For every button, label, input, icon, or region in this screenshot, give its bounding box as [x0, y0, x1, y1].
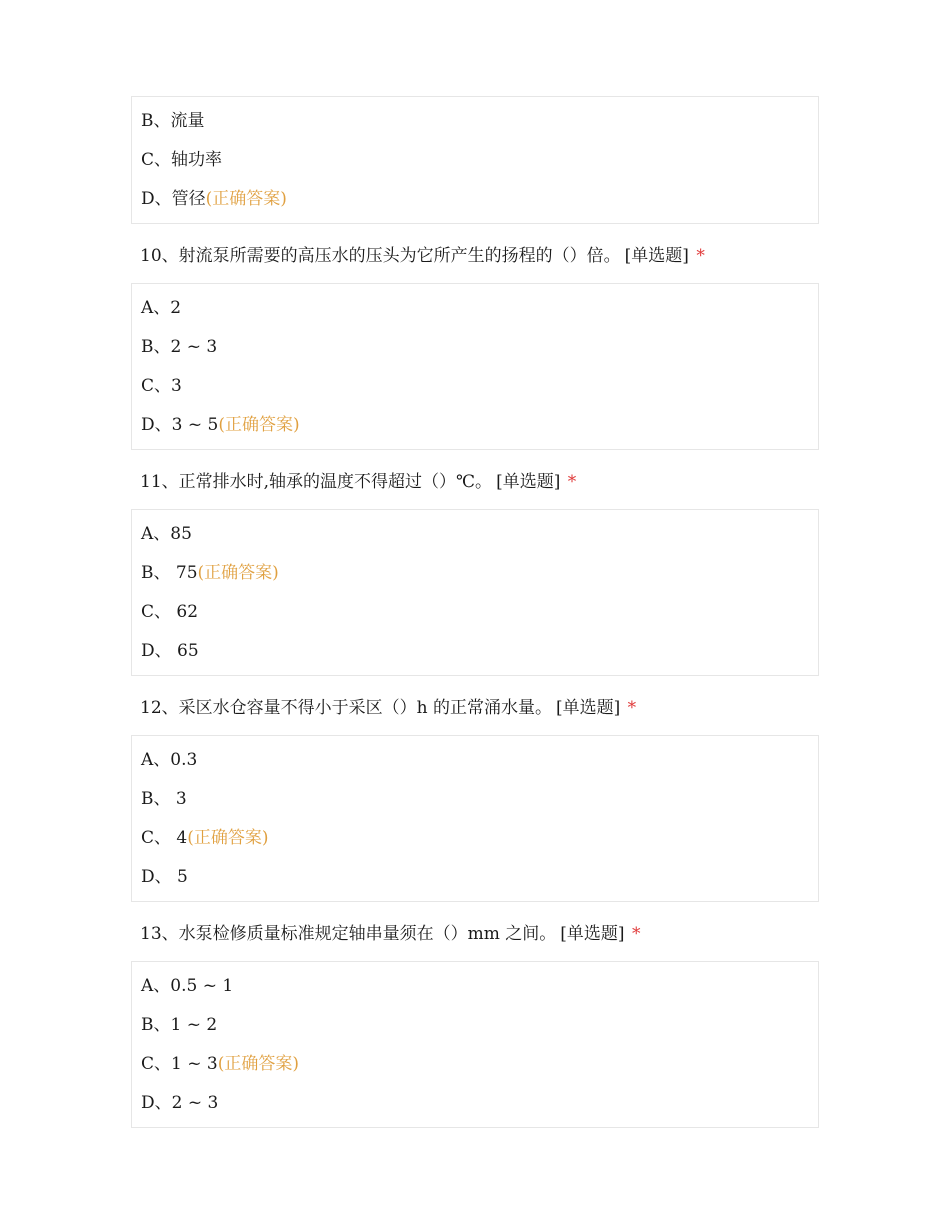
- question-type: [单选题]: [555, 698, 621, 718]
- option-group: [131, 509, 819, 676]
- option-b: [141, 102, 818, 141]
- option-c: [141, 367, 818, 406]
- option-b: [141, 554, 818, 593]
- question-text: 11、正常排水时,轴承的温度不得超过（）℃。: [140, 472, 493, 492]
- option-b: [141, 328, 818, 367]
- required-marker: *: [696, 246, 705, 266]
- option-a: [141, 741, 818, 780]
- question-type: [单选题]: [624, 246, 689, 266]
- correct-answer-marker: (正确答案): [187, 828, 269, 848]
- option-text: D、管径: [141, 189, 206, 209]
- option-text: C、 62: [141, 602, 199, 622]
- option-text: B、 75: [141, 563, 198, 583]
- question-type: [单选题]: [560, 924, 625, 944]
- option-text: C、1 ~ 3: [141, 1054, 218, 1074]
- required-marker: *: [631, 924, 641, 944]
- option-group: [131, 961, 819, 1128]
- option-text: C、 4: [141, 828, 188, 848]
- option-text: B、2 ~ 3: [141, 337, 218, 357]
- option-text: B、1 ~ 2: [141, 1015, 218, 1035]
- question-title: [131, 450, 819, 509]
- question-list: [131, 96, 819, 1128]
- option-text: A、85: [141, 524, 192, 544]
- option-text: D、 65: [141, 641, 199, 661]
- question-text: 12、采区水仓容量不得小于采区（）h 的正常涌水量。: [140, 698, 552, 718]
- option-c: [141, 593, 818, 632]
- question-title: [131, 676, 819, 735]
- option-d: [141, 1084, 818, 1123]
- question-text: 13、水泵检修质量标准规定轴串量须在（）mm 之间。: [140, 924, 557, 944]
- option-text: D、3 ~ 5: [141, 415, 219, 435]
- option-d: [141, 406, 818, 445]
- option-c: [141, 819, 818, 858]
- option-text: B、流量: [141, 111, 205, 131]
- option-group: [131, 735, 819, 902]
- question-type: [单选题]: [496, 472, 561, 492]
- option-b: [141, 1006, 818, 1045]
- option-text: A、0.5 ~ 1: [141, 976, 234, 996]
- option-a: [141, 515, 818, 554]
- option-text: A、2: [141, 298, 182, 318]
- option-text: A、0.3: [141, 750, 198, 770]
- question-title: [131, 902, 819, 961]
- option-group: [131, 96, 819, 224]
- option-text: D、2 ~ 3: [141, 1093, 219, 1113]
- option-d: [141, 858, 818, 897]
- option-group: [131, 283, 819, 450]
- correct-answer-marker: (正确答案): [218, 415, 300, 435]
- correct-answer-marker: (正确答案): [217, 1054, 299, 1074]
- option-a: [141, 967, 818, 1006]
- required-marker: *: [567, 472, 577, 492]
- option-text: B、 3: [141, 789, 187, 809]
- correct-answer-marker: (正确答案): [197, 563, 279, 583]
- option-c: [141, 141, 818, 180]
- option-a: [141, 289, 818, 328]
- option-text: D、 5: [141, 867, 188, 887]
- correct-answer-marker: (正确答案): [205, 189, 287, 209]
- question-title: [131, 224, 819, 283]
- option-d: [141, 632, 818, 671]
- option-text: C、3: [141, 376, 182, 396]
- option-b: [141, 780, 818, 819]
- option-d: [141, 180, 818, 219]
- required-marker: *: [627, 698, 637, 718]
- option-c: [141, 1045, 818, 1084]
- option-text: C、轴功率: [141, 150, 223, 170]
- question-text: 10、射流泵所需要的高压水的压头为它所产生的扬程的（）倍。: [140, 246, 621, 266]
